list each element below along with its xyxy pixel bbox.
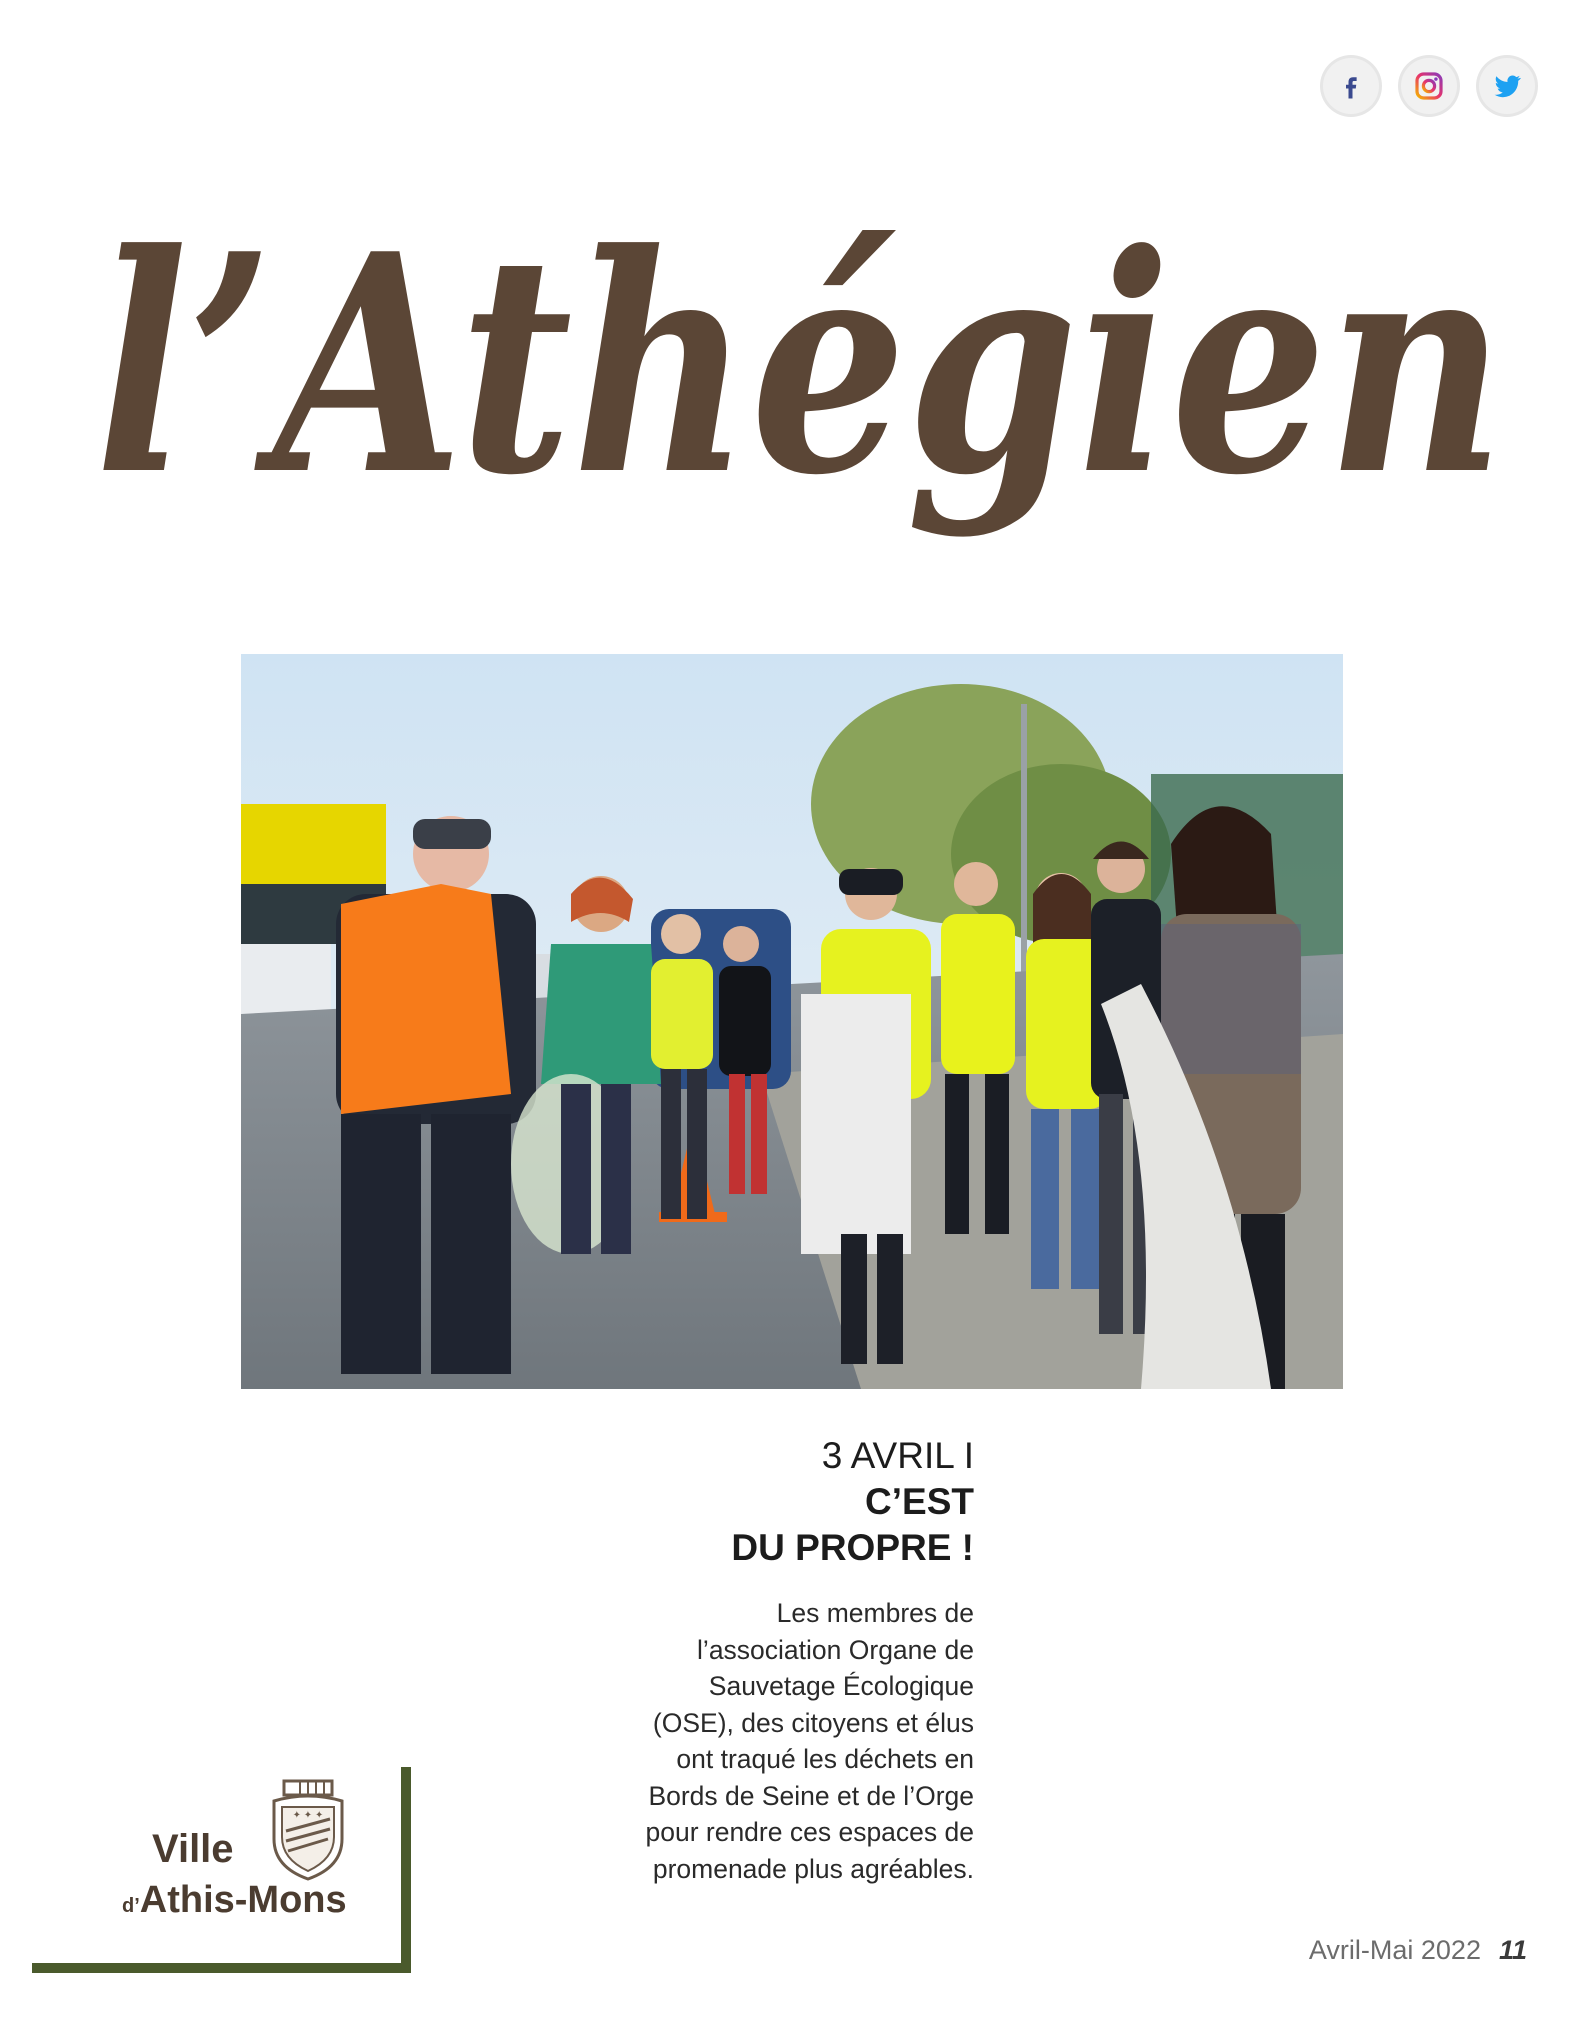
- body-line: Bords de Seine et de l’Orge: [648, 1780, 974, 1811]
- article: [560, 1433, 974, 1887]
- twitter-icon: [1491, 70, 1523, 102]
- coat-of-arms-icon: [262, 1779, 354, 1881]
- svg-text:✦ ✦ ✦: ✦ ✦ ✦: [292, 1810, 324, 1821]
- instagram-icon: [1413, 70, 1445, 102]
- body-line: promenade plus agréables.: [652, 1853, 974, 1884]
- article-title-line1: C’EST: [865, 1481, 974, 1522]
- page-footer: [1309, 1935, 1527, 1966]
- page-number: 11: [1498, 1935, 1527, 1965]
- social-links: [1323, 58, 1535, 114]
- body-line: Sauvetage Écologique: [708, 1671, 974, 1701]
- logo-athis-mons: [122, 1879, 347, 1922]
- photo-illustration: [241, 654, 1343, 1389]
- article-body: [560, 1595, 974, 1887]
- logo-ville: Ville: [152, 1827, 234, 1871]
- article-title-line2: DU PROPRE !: [731, 1527, 974, 1568]
- city-logo: [32, 1767, 411, 1973]
- masthead-logo: [95, 150, 1515, 620]
- facebook-link[interactable]: [1323, 58, 1379, 114]
- masthead-title: l’Athégien: [95, 188, 1505, 541]
- issue-date: Avril-Mai 2022: [1308, 1935, 1481, 1965]
- event-photo: [241, 654, 1343, 1389]
- body-line: Les membres de: [776, 1598, 974, 1628]
- facebook-icon: [1336, 71, 1366, 101]
- body-line: ont traqué les déchets en: [676, 1744, 974, 1774]
- instagram-link[interactable]: [1401, 58, 1457, 114]
- body-line: pour rendre ces espaces de: [645, 1817, 974, 1847]
- logo-name: Athis-Mons: [139, 1879, 347, 1921]
- body-line: l’association Organe de: [697, 1634, 974, 1665]
- article-date: 3 AVRIL I: [821, 1435, 974, 1476]
- body-line: (OSE), des citoyens et élus: [652, 1707, 974, 1738]
- twitter-link[interactable]: [1479, 58, 1535, 114]
- logo-prefix: d’: [122, 1895, 140, 1917]
